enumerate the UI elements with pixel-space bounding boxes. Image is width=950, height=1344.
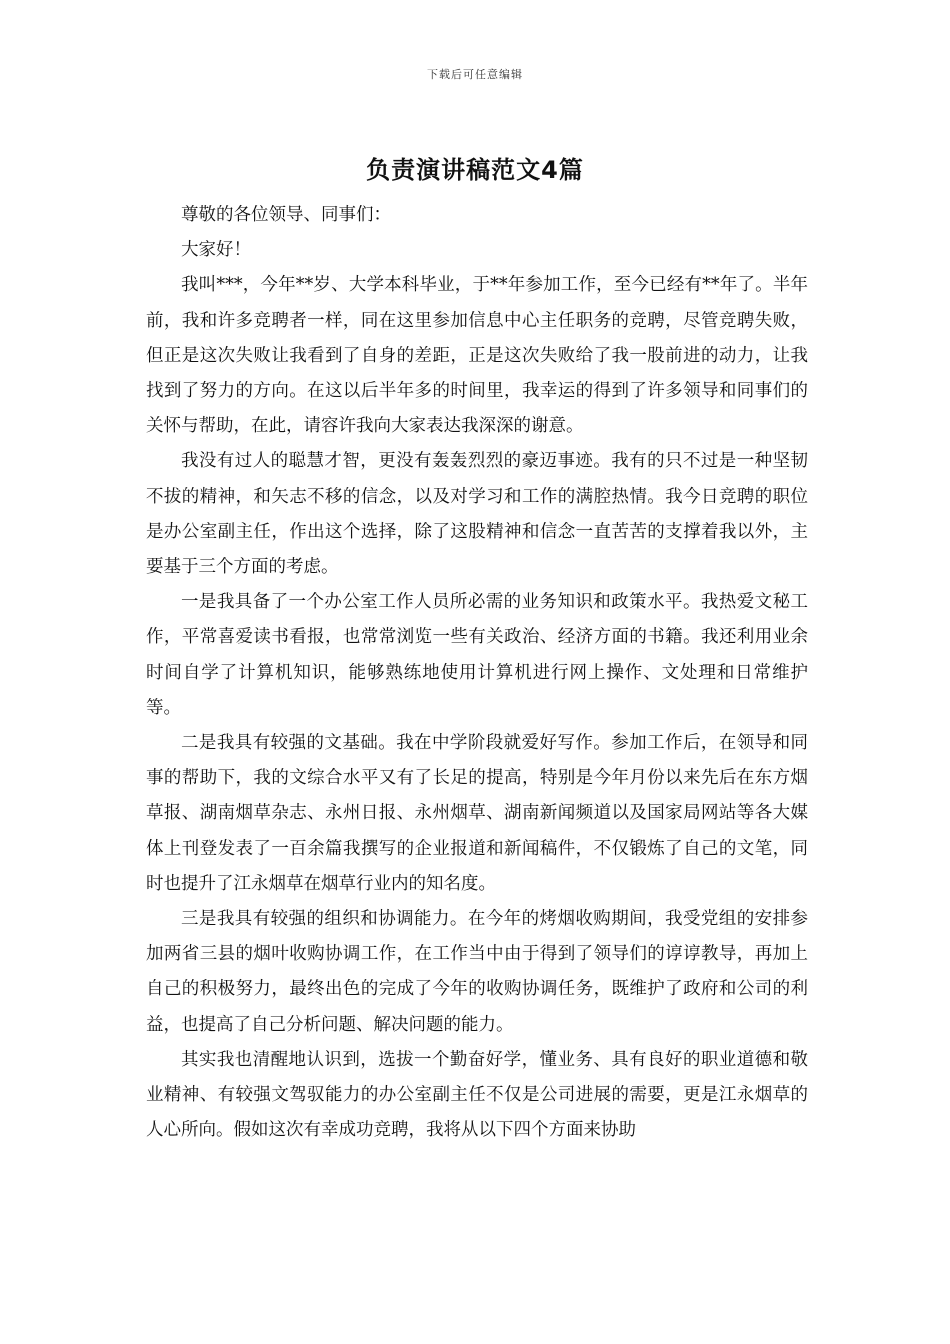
paragraph-point-two: 二是我具有较强的文基础。我在中学阶段就爱好写作。参加工作后，在领导和同事的帮助下，我的文综合水平又有了长足的提高，特别是今年月份以来先后在东方烟草报、湖南烟草杂志、永州日报、永州烟草、湖南新闻频道以及国家局网站等各大媒体上刊登发表了一百余篇我撰写的企业报道和新闻稿件，不仅锻炼了自己的文笔，同时也提升了江永烟草在烟草行业内的知名度。 [146,733,808,894]
document-body [146,198,808,1148]
paragraph-point-three: 三是我具有较强的组织和协调能力。在今年的烤烟收购期间，我受党组的安排参加两省三县的烟叶收购协调工作，在工作当中由于得到了领导们的谆谆教导，再加上自己的积极努力，最终出色的完成了今年的收购协调任务，既维护了政府和公司的利益，也提高了自己分析问题、解决问题的能力。 [146,909,808,1035]
salutation: 尊敬的各位领导、同事们： [181,205,391,225]
greeting: 大家好！ [181,240,251,261]
paragraph-conclusion: 其实我也清醒地认识到，选拔一个勤奋好学，懂业务、具有良好的职业道德和敬业精神、有较强文驾驭能力的办公室副主任不仅是公司进展的需要，更是江永烟草的人心所向。假如这次有幸成功竞聘，我将从以下四个方面来协助 [146,1049,808,1141]
document-title: 负责演讲稿范文4篇 [366,156,584,184]
paragraph-motivation: 我没有过人的聪慧才智，更没有轰轰烈烈的豪迈事迹。我有的只不过是一种坚韧不拔的精神，和矢志不移的信念，以及对学习和工作的满腔热情。我今日竞聘的职位是办公室副主任，作出这个选择，除了这股精神和信念一直苦苦的支撑着我以外，主要基于三个方面的考虑。 [146,451,808,578]
paragraph-introduction: 我叫***，今年**岁、大学本科毕业，于**年参加工作，至今已经有**年了。半年前，我和许多竞聘者一样，同在这里参加信息中心主任职务的竞聘，尽管竞聘失败，但正是这次失败让我看到了自身的差距，正是这次失败给了我一股前进的动力，让我找到了努力的方向。在这以后半年多的时间里，我幸运的得到了许多领导和同事们的关怀与帮助，在此，请容许我向大家表达我深深的谢意。 [146,275,808,437]
paragraph-point-one: 一是我具备了一个办公室工作人员所必需的业务知识和政策水平。我热爱文秘工作，平常喜爱读书看报，也常常浏览一些有关政治、经济方面的书籍。我还利用业余时间自学了计算机知识，能够熟练地使用计算机进行网上操作、文处理和日常维护等。 [146,592,808,718]
header-note: 下载后可任意编辑 [427,68,523,81]
